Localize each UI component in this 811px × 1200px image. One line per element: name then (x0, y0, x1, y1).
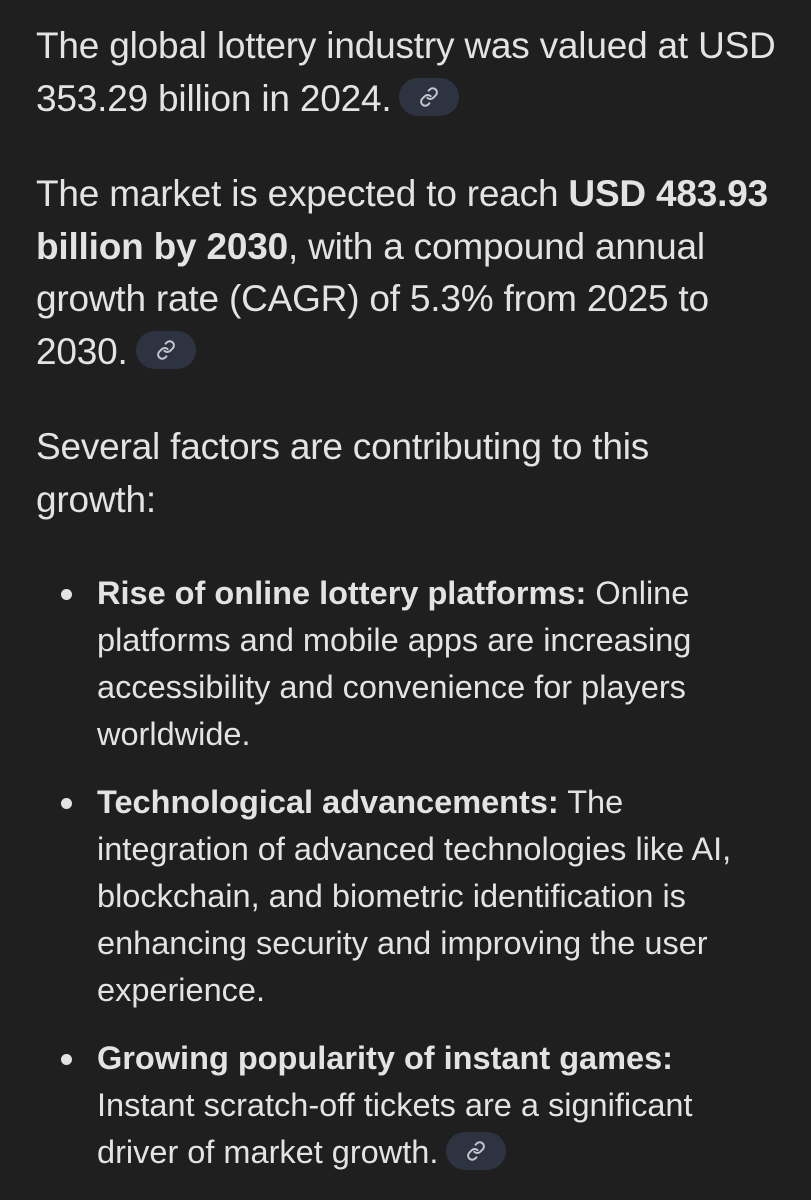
list-item-body: The integration of advanced technologies like AI, blockchain, and biometric identification is enhancing security and improving the user experience. (97, 784, 732, 1008)
link-icon (466, 1141, 486, 1161)
bullet-dot (61, 798, 72, 809)
list-item (36, 1035, 777, 1176)
response-content (36, 20, 776, 1197)
list-item (36, 570, 777, 758)
list-item-title: Growing popularity of instant games: (97, 1040, 674, 1076)
paragraph-forecast-bold: USD 483.93 billion by 2030 (36, 173, 768, 267)
bullet-dot (61, 1054, 72, 1065)
paragraph-valuation-text: The global lottery industry was valued at USD 353.29 billion in 2024. (36, 25, 776, 119)
paragraph-valuation (36, 20, 776, 125)
list-item-title: Technological advancements: (97, 784, 559, 820)
source-link-button[interactable] (136, 331, 196, 369)
source-link-button[interactable] (446, 1132, 506, 1170)
list-item-body: Online platforms and mobile apps are increasing accessibility and convenience for players worldwide. (97, 575, 692, 752)
link-icon (419, 87, 439, 107)
paragraph-forecast (36, 168, 776, 378)
factors-list (36, 570, 776, 1176)
paragraph-factors-intro-text: Several factors are contributing to this growth: (36, 426, 650, 520)
paragraph-forecast-text-after: , with a compound annual growth rate (CAGR) of 5.3% from 2025 to 2030. (36, 225, 709, 372)
source-link-button[interactable] (399, 78, 459, 116)
link-icon (156, 340, 176, 360)
list-item-body: Instant scratch-off tickets are a significant driver of market growth. (97, 1087, 693, 1170)
list-item-title: Rise of online lottery platforms: (97, 575, 587, 611)
paragraph-factors-intro (36, 421, 776, 526)
list-item (36, 779, 777, 1014)
paragraph-forecast-text-before: The market is expected to reach (36, 173, 569, 214)
bullet-dot (61, 589, 72, 600)
